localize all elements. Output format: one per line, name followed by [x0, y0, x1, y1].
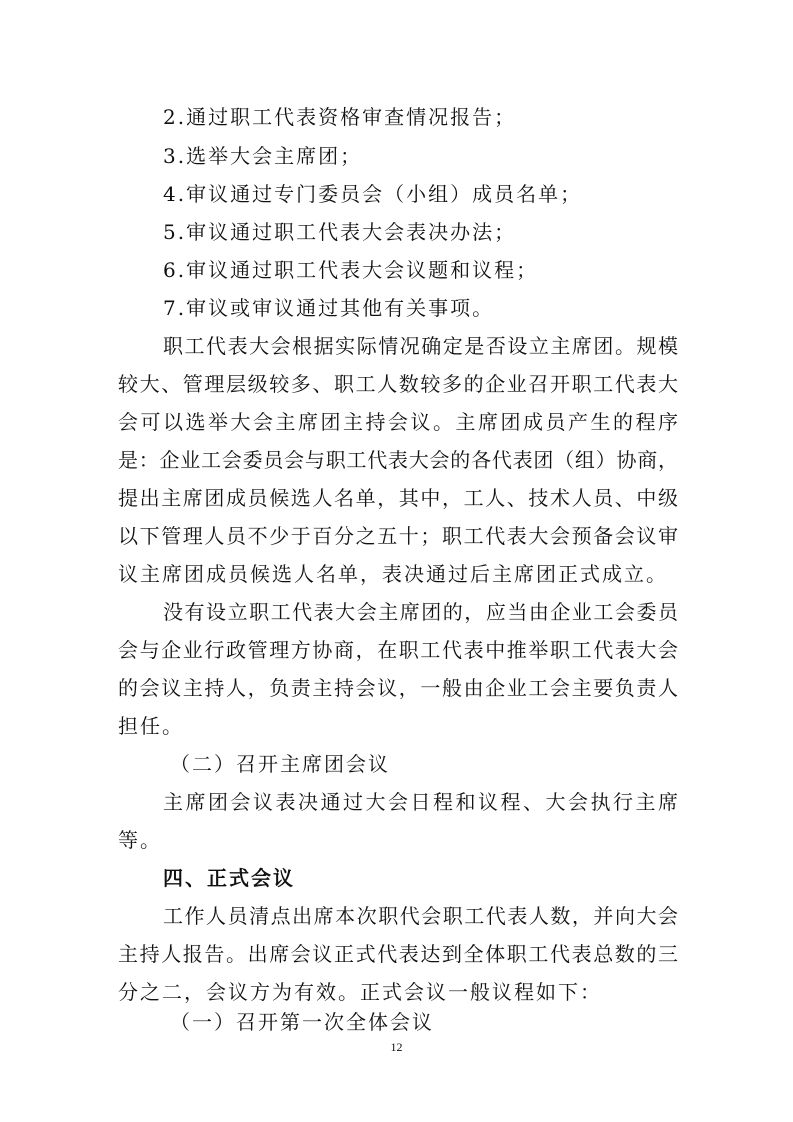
- agenda-item-5: 5.审议通过职工代表大会表决办法；: [163, 220, 517, 244]
- paragraph-line: 没有设立职工代表大会主席团的，应当由企业工会委员: [163, 600, 678, 624]
- paragraph-line: 较大、管理层级较多、职工人数较多的企业召开职工代表大: [118, 372, 678, 396]
- paragraph-line: 会可以选举大会主席团主持会议。主席团成员产生的程序: [118, 410, 678, 434]
- paragraph-line: 等。: [118, 828, 162, 852]
- subsection-heading: （一）召开第一次全体会议: [170, 1010, 434, 1034]
- paragraph-line: 分之二，会议方为有效。正式会议一般议程如下：: [118, 980, 602, 1004]
- section-heading: 四、正式会议: [163, 866, 295, 890]
- paragraph-line: 的会议主持人，负责主持会议，一般由企业工会主要负责人: [118, 676, 678, 700]
- paragraph-line: 是：企业工会委员会与职工代表大会的各代表团（组）协商，: [118, 448, 678, 472]
- agenda-item-2: 2.通过职工代表资格审查情况报告；: [163, 105, 517, 129]
- subsection-heading: （二）召开主席团会议: [170, 752, 390, 776]
- paragraph-line: 主持人报告。出席会议正式代表达到全体职工代表总数的三: [118, 942, 678, 966]
- paragraph-line: 会与企业行政管理方协商，在职工代表中推举职工代表大会: [118, 638, 678, 662]
- agenda-item-7: 7.审议或审议通过其他有关事项。: [163, 296, 495, 320]
- agenda-item-4: 4.审议通过专门委员会（小组）成员名单；: [163, 182, 583, 206]
- paragraph-line: 议主席团成员候选人名单，表决通过后主席团正式成立。: [118, 562, 668, 586]
- paragraph-line: 职工代表大会根据实际情况确定是否设立主席团。规模: [163, 334, 678, 358]
- agenda-item-3: 3.选举大会主席团；: [163, 144, 363, 168]
- paragraph-line: 以下管理人员不少于百分之五十；职工代表大会预备会议审: [118, 524, 678, 548]
- agenda-item-6: 6.审议通过职工代表大会议题和议程；: [163, 258, 539, 282]
- paragraph-line: 工作人员清点出席本次职代会职工代表人数，并向大会: [163, 904, 678, 928]
- paragraph-line: 主席团会议表决通过大会日程和议程、大会执行主席: [163, 790, 678, 814]
- page-number: 12: [390, 1040, 403, 1054]
- paragraph-line: 提出主席团成员候选人名单，其中，工人、技术人员、中级: [118, 486, 678, 510]
- paragraph-line: 担任。: [118, 714, 184, 738]
